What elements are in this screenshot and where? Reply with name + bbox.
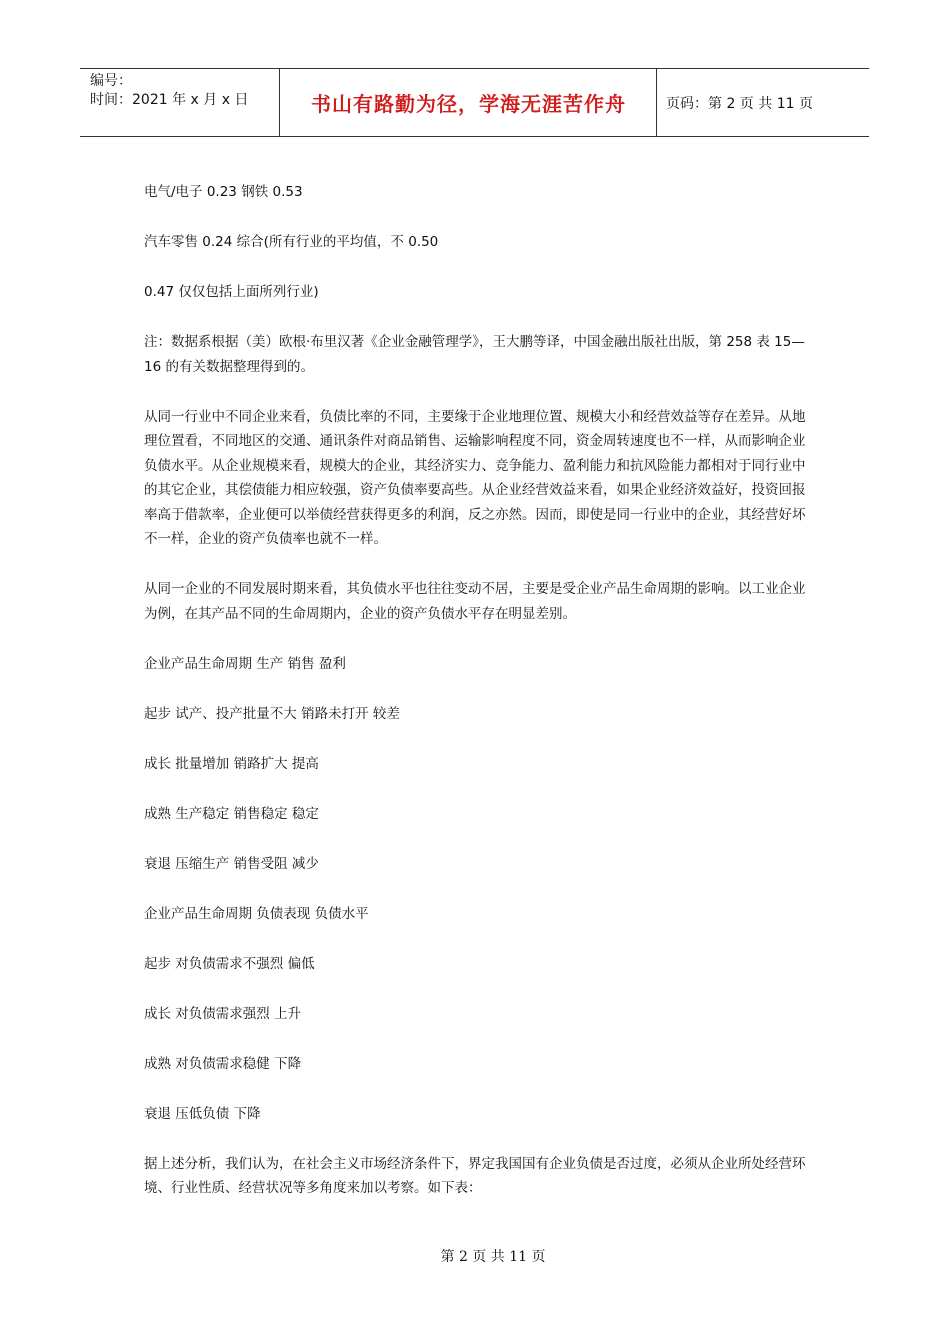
paragraph: 成熟 对负债需求稳健 下降 (144, 1055, 302, 1072)
header-left-cell (80, 69, 280, 136)
paragraph: 成长 批量增加 销路扩大 提高 (144, 755, 319, 772)
paragraph: 0.47 仅仅包括上面所列行业) (144, 284, 319, 300)
paragraph: 衰退 压低负债 下降 (144, 1105, 261, 1122)
document-number-label: 编号： (90, 73, 132, 89)
paragraph: 注：数据系根据（美）欧根·布里汉著《企业金融管理学》，王大鹏等译，中国金融出版社出版，第 258 表 15—16 的有关数据整理得到的。 (144, 334, 805, 375)
paragraph: 企业产品生命周期 负债表现 负债水平 (144, 905, 369, 922)
header-motto: 书山有路勤为径，学海无涯苦作舟 (281, 69, 657, 136)
page-header (80, 68, 869, 137)
paragraph: 电气/电子 0.23 钢铁 0.53 (144, 184, 303, 200)
document-date: 时间：2021 年 x 月 x 日 (90, 92, 249, 108)
header-page-code: 页码：第 2 页 共 11 页 (666, 95, 813, 112)
paragraph: 起步 试产、投产批量不大 销路未打开 较差 (144, 705, 400, 722)
paragraph: 从同一企业的不同发展时期来看，其负债水平也往往变动不居，主要是受企业产品生命周期的影响。以工业企业为例，在其产品不同的生命周期内，企业的资产负债水平存在明显差别。 (144, 581, 806, 622)
document-body (144, 180, 816, 1201)
paragraph: 企业产品生命周期 生产 销售 盈利 (144, 655, 346, 672)
paragraph: 成长 对负债需求强烈 上升 (144, 1005, 302, 1022)
paragraph: 据上述分析，我们认为，在社会主义市场经济条件下，界定我国国有企业负债是否过度，必须从企业所处经营环境、行业性质、经营状况等多角度来加以考察。如下表： (144, 1155, 806, 1196)
paragraph: 从同一行业中不同企业来看，负债比率的不同，主要缘于企业地理位置、规模大小和经营效益等存在差异。从地理位置看，不同地区的交通、通讯条件对商品销售、运输影响程度不同，资金周转速度也不一样，从而影响企业负债水平。从企业规模来看，规模大的企业，其经济实力、竞争能力、盈利能力和抗风险能力都相对于同行业中的其它企业，其偿债能力相应较强，资产负债率要高些。从企业经营效益来看，如果企业经济效益好，投资回报率高于借款率，企业便可以举债经营获得更多的利润，反之亦然。因而，即使是同一行业中的企业，其经营好坏不一样，企业的资产负债率也就不一样。 (144, 408, 806, 547)
paragraph: 成熟 生产稳定 销售稳定 稳定 (144, 805, 319, 822)
paragraph: 起步 对负债需求不强烈 偏低 (144, 955, 315, 972)
page-footer: 第 2 页 共 11 页 (440, 1249, 546, 1265)
paragraph: 汽车零售 0.24 综合(所有行业的平均值，不 0.50 (144, 234, 439, 250)
paragraph: 衰退 压缩生产 销售受阻 减少 (144, 855, 319, 872)
